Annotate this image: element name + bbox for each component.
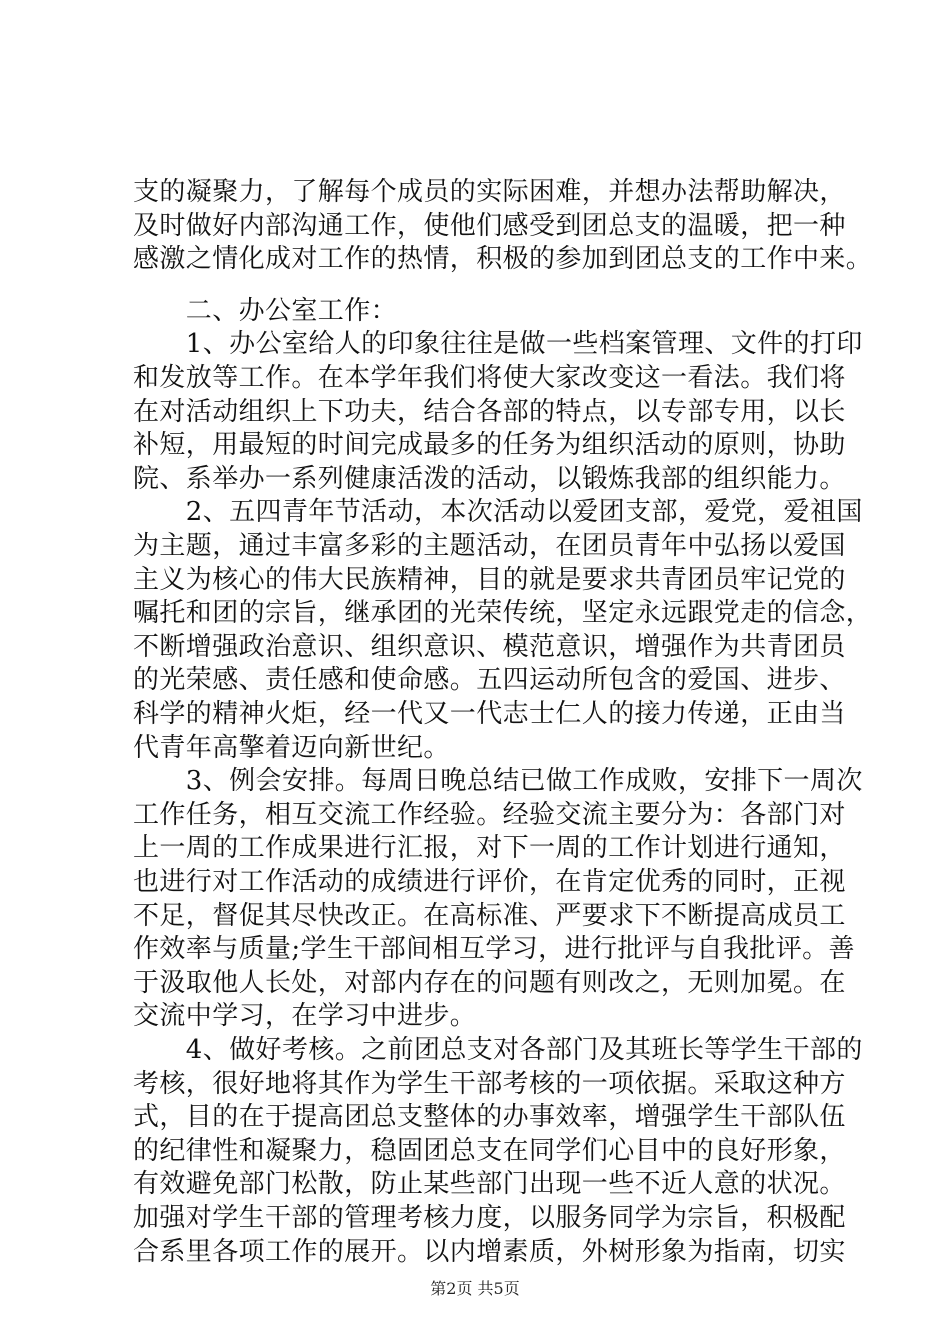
- text-line: 和发放等工作。在本学年我们将使大家改变这一看法。我们将: [133, 363, 846, 393]
- text-line: 加强对学生干部的管理考核力度，以服务同学为宗旨，积极配: [133, 1203, 846, 1233]
- text-line: 作效率与质量;学生干部间相互学习，进行批评与自我批评。善: [133, 934, 855, 964]
- text-line: 3、例会安排。每周日晚总结已做工作成败，安排下一周次: [133, 766, 863, 796]
- text-line: 支的凝聚力，了解每个成员的实际困难，并想办法帮助解决，: [133, 177, 846, 207]
- text-line: 工作任务，相互交流工作经验。经验交流主要分为：各部门对: [133, 800, 846, 830]
- text-line: 上一周的工作成果进行汇报，对下一周的工作计划进行通知，: [133, 833, 846, 863]
- text-line: 交流中学习，在学习中进步。: [133, 1001, 477, 1031]
- text-line: 嘱托和团的宗旨，继承团的光荣传统，坚定永远跟党走的信念，: [133, 598, 873, 628]
- text-line: 考核，很好地将其作为学生干部考核的一项依据。采取这种方: [133, 1069, 846, 1099]
- text-line: 1、办公室给人的印象往往是做一些档案管理、文件的打印: [133, 329, 863, 359]
- text-line: 不足，督促其尽快改正。在高标准、严要求下不断提高成员工: [133, 901, 846, 931]
- text-line: 感激之情化成对工作的热情，积极的参加到团总支的工作中来。: [133, 244, 873, 274]
- text-line: 于汲取他人长处，对部内存在的问题有则改之，无则加冕。在: [133, 968, 846, 998]
- text-line: 代青年高擎着迈向新世纪。: [133, 733, 450, 763]
- page-footer: 第2页 共5页: [430, 1279, 520, 1298]
- text-line: 的纪律性和凝聚力，稳固团总支在同学们心目中的良好形象，: [133, 1136, 846, 1166]
- text-line: 2、五四青年节活动，本次活动以爱团支部，爱党，爱祖国: [133, 497, 863, 527]
- section-heading: 二、办公室工作：: [133, 296, 398, 326]
- text-line: 及时做好内部沟通工作，使他们感受到团总支的温暖，把一种: [133, 211, 846, 241]
- text-line: 院、系举办一系列健康活泼的活动，以锻炼我部的组织能力。: [133, 464, 846, 494]
- text-line: 有效避免部门松散，防止某些部门出现一些不近人意的状况。: [133, 1169, 846, 1199]
- text-line: 合系里各项工作的展开。以内增素质，外树形象为指南，切实: [133, 1237, 846, 1267]
- text-line: 也进行对工作活动的成绩进行评价，在肯定优秀的同时，正视: [133, 867, 846, 897]
- text-line: 式，目的在于提高团总支整体的办事效率，增强学生干部队伍: [133, 1102, 846, 1132]
- text-line: 4、做好考核。之前团总支对各部门及其班长等学生干部的: [133, 1035, 863, 1065]
- text-line: 为主题，通过丰富多彩的主题活动，在团员青年中弘扬以爱国: [133, 531, 846, 561]
- text-line: 的光荣感、责任感和使命感。五四运动所包含的爱国、进步、: [133, 665, 846, 695]
- text-line: 科学的精神火炬，经一代又一代志士仁人的接力传递，正由当: [133, 699, 846, 729]
- text-line: 补短，用最短的时间完成最多的任务为组织活动的原则，协助: [133, 430, 846, 460]
- text-line: 不断增强政治意识、组织意识、模范意识，增强作为共青团员: [133, 632, 846, 662]
- text-line: 主义为核心的伟大民族精神，目的就是要求共青团员牢记党的: [133, 565, 846, 595]
- text-line: 在对活动组织上下功夫，结合各部的特点，以专部专用，以长: [133, 397, 846, 427]
